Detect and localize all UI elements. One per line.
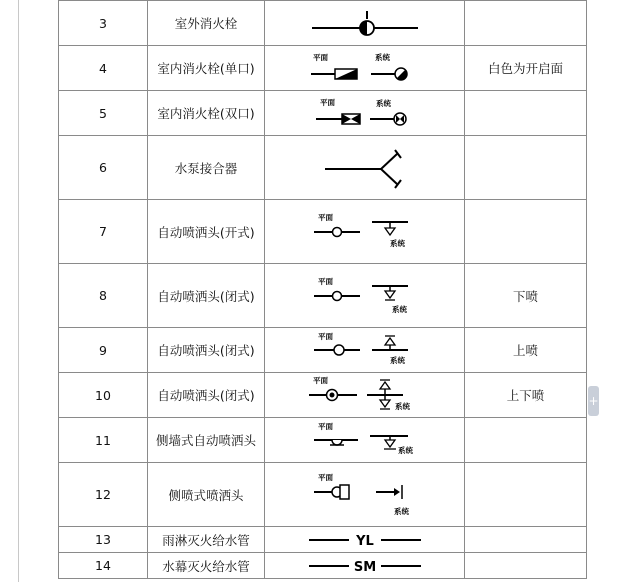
row-name: 自动喷洒头(闭式): [148, 373, 265, 418]
table-row: [59, 46, 587, 91]
row-remark: [465, 1, 587, 46]
plan-label: 平面: [312, 376, 328, 385]
sprinkler-open-icon: [265, 200, 465, 264]
plan-label: 平面: [317, 332, 333, 341]
row-remark: [465, 91, 587, 136]
system-label: 系统: [375, 99, 391, 108]
plan-label: 平面: [317, 472, 333, 482]
row-number: 3: [59, 1, 148, 46]
plan-label: 平面: [312, 53, 328, 62]
row-number: 11: [59, 418, 148, 463]
sprinkler-closed-up-icon: [265, 328, 465, 373]
row-name: 室外消火栓: [148, 1, 265, 46]
page-left-border: [18, 0, 19, 582]
row-number: 13: [59, 527, 148, 553]
row-number: 5: [59, 91, 148, 136]
row-remark: 上喷: [465, 328, 587, 373]
system-label: 系统: [389, 356, 405, 365]
table-row: [59, 1, 587, 46]
row-remark: 下喷: [465, 264, 587, 328]
table-row: [59, 136, 587, 200]
row-name: 自动喷洒头(闭式): [148, 264, 265, 328]
row-number: 10: [59, 373, 148, 418]
table-row: [59, 328, 587, 373]
table-row: [59, 264, 587, 328]
row-remark: [465, 200, 587, 264]
expand-handle-button[interactable]: +: [588, 386, 599, 416]
plan-label: 平面: [317, 422, 333, 431]
table-row: [59, 527, 587, 553]
row-remark: 上下喷: [465, 373, 587, 418]
table-row: [59, 553, 587, 579]
deluge-pipe-icon: [265, 527, 465, 553]
side-spray-sprinkler-icon: [265, 463, 465, 527]
system-label: 系统: [374, 53, 390, 62]
table-row: [59, 200, 587, 264]
sprinkler-closed-updown-icon: [265, 373, 465, 418]
row-remark: [465, 553, 587, 579]
row-name: 自动喷洒头(闭式): [148, 328, 265, 373]
row-number: 14: [59, 553, 148, 579]
sprinkler-closed-down-icon: [265, 264, 465, 328]
system-label: 系统: [391, 304, 407, 314]
row-number: 9: [59, 328, 148, 373]
row-name: 自动喷洒头(开式): [148, 200, 265, 264]
system-label: 系统: [397, 446, 413, 455]
row-number: 7: [59, 200, 148, 264]
yl-label: YL: [355, 533, 374, 549]
sidewall-sprinkler-icon: [265, 418, 465, 463]
row-name: 侧喷式喷洒头: [148, 463, 265, 527]
row-remark: [465, 463, 587, 527]
outdoor-hydrant-icon: [265, 1, 465, 46]
plan-label: 平面: [317, 276, 333, 286]
row-number: 8: [59, 264, 148, 328]
sm-label: SM: [353, 559, 376, 575]
plan-label: 平面: [319, 98, 335, 107]
table-row: [59, 373, 587, 418]
row-remark: [465, 136, 587, 200]
row-remark: [465, 418, 587, 463]
row-name: 室内消火栓(双口): [148, 91, 265, 136]
system-label: 系统: [394, 402, 410, 411]
indoor-hydrant-single-icon: [265, 46, 465, 91]
table-row: [59, 463, 587, 527]
row-name: 水幕灭火给水管: [148, 553, 265, 579]
system-label: 系统: [389, 238, 405, 248]
plan-label: 平面: [317, 212, 333, 222]
indoor-hydrant-double-icon: [265, 91, 465, 136]
drencher-pipe-icon: [265, 553, 465, 579]
row-remark: 白色为开启面: [465, 46, 587, 91]
table-row: [59, 91, 587, 136]
row-number: 12: [59, 463, 148, 527]
symbol-legend-table: [58, 0, 587, 579]
row-number: 4: [59, 46, 148, 91]
row-name: 水泵接合器: [148, 136, 265, 200]
row-name: 侧墙式自动喷洒头: [148, 418, 265, 463]
row-number: 6: [59, 136, 148, 200]
row-remark: [465, 527, 587, 553]
row-name: 室内消火栓(单口): [148, 46, 265, 91]
row-name: 雨淋灭火给水管: [148, 527, 265, 553]
pump-adapter-icon: [265, 136, 465, 200]
system-label: 系统: [393, 506, 409, 516]
table-row: [59, 418, 587, 463]
